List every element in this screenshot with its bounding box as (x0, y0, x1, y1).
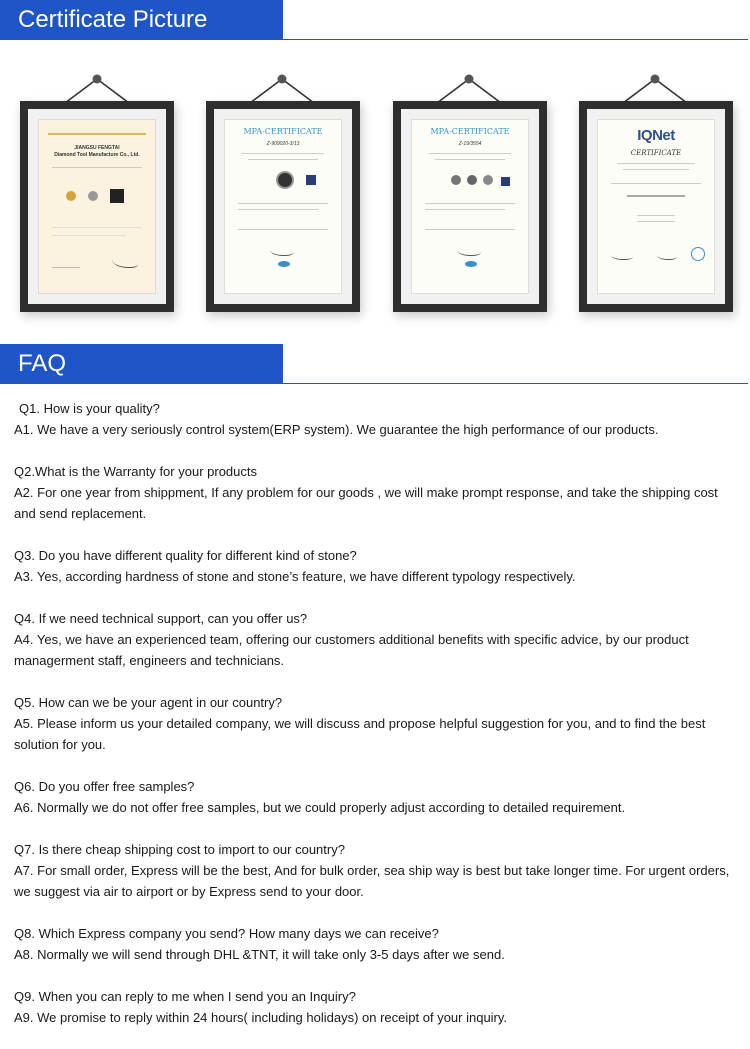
certificate-frame[interactable] (393, 101, 547, 312)
faq-answer: A3. Yes, according hardness of stone and stone’s feature, we have different typology respectively. (14, 569, 576, 584)
certificate-section-title: Certificate Picture (0, 0, 283, 40)
certificate-frame[interactable] (579, 101, 733, 312)
faq-item (14, 839, 738, 902)
faq-answer: A6. Normally we do not offer free samples, but we could properly adjust according to detailed requirement. (14, 800, 626, 815)
certificate-line: Z-19/3554 (458, 141, 482, 147)
faq-question: Q6. Do you offer free samples? (14, 779, 195, 794)
faq-item (14, 398, 738, 440)
faq-item (14, 545, 738, 587)
certificate-image (411, 119, 529, 294)
faq-question: Q7. Is there cheap shipping cost to import to our country? (14, 842, 345, 857)
faq-answer: A2. For one year from shippment, If any problem for our goods , we will make prompt response, and take the shipping cost and send replacement. (14, 485, 718, 521)
faq-answer: A7. For small order, Express will be the best, And for bulk order, sea ship way is best but take longer time. For urgent orders, we suggest via air to airport or by Express send to your door. (14, 863, 730, 899)
certificate-section-header (0, 0, 750, 42)
certificate-gallery (0, 42, 750, 340)
faq-question: Q9. When you can reply to me when I send you an Inquiry? (14, 989, 356, 1004)
frame-hanger-icon (62, 74, 132, 104)
certificate-title: IQNet (637, 127, 675, 144)
certificate-title: MPA-CERTIFICATE (430, 127, 510, 136)
faq-section-header (0, 344, 750, 386)
header-rule (283, 39, 748, 40)
faq-item (14, 608, 738, 671)
certificate-line: Diamond Tool Manufacture Co., Ltd. (54, 152, 140, 158)
faq-item (14, 776, 738, 818)
certificate-line: JIANGSU FENGTAI (74, 145, 120, 151)
faq-answer: A4. Yes, we have an experienced team, offering our customers additional benefits with specific advice, by our product managerment staff, engineers and technicians. (14, 632, 689, 668)
faq-question: Q8. Which Express company you send? How many days we can receive? (14, 926, 439, 941)
certificate-title: MPA-CERTIFICATE (243, 127, 323, 136)
faq-answer: A9. We promise to reply within 24 hours( including holidays) on receipt of your inquiry. (14, 1010, 508, 1025)
certificate-image (224, 119, 342, 294)
certificate-image (38, 119, 156, 294)
certificate-frame[interactable] (20, 101, 174, 312)
faq-question: Q1. How is your quality? (19, 401, 160, 416)
faq-section-title: FAQ (0, 344, 283, 384)
header-rule (283, 383, 748, 384)
faq-item (14, 986, 738, 1028)
faq-item (14, 461, 738, 524)
faq-answer: A8. Normally we will send through DHL &TNT, it will take only 3-5 days after we send. (14, 947, 505, 962)
faq-question: Q4. If we need technical support, can you offer us? (14, 611, 308, 626)
faq-answer: A5. Please inform us your detailed company, we will discuss and propose helpful suggestion for you, and to find the best solution for you. (14, 716, 706, 752)
faq-question: Q3. Do you have different quality for different kind of stone? (14, 548, 357, 563)
faq-question: Q2.What is the Warranty for your products (14, 464, 257, 479)
certificate-frame[interactable] (206, 101, 360, 312)
certificate-line: CERTIFICATE (630, 149, 682, 157)
frame-hanger-icon (434, 74, 504, 104)
faq-answer: A1. We have a very seriously control system(ERP system). We guarantee the high performance of our products. (14, 422, 659, 437)
frame-hanger-icon (620, 74, 690, 104)
certificate-line: Z-909020-3/13 (266, 141, 300, 147)
faq-list (14, 398, 738, 1049)
frame-hanger-icon (247, 74, 317, 104)
faq-item (14, 692, 738, 755)
faq-question: Q5. How can we be your agent in our country? (14, 695, 283, 710)
certificate-image (597, 119, 715, 294)
faq-item (14, 923, 738, 965)
